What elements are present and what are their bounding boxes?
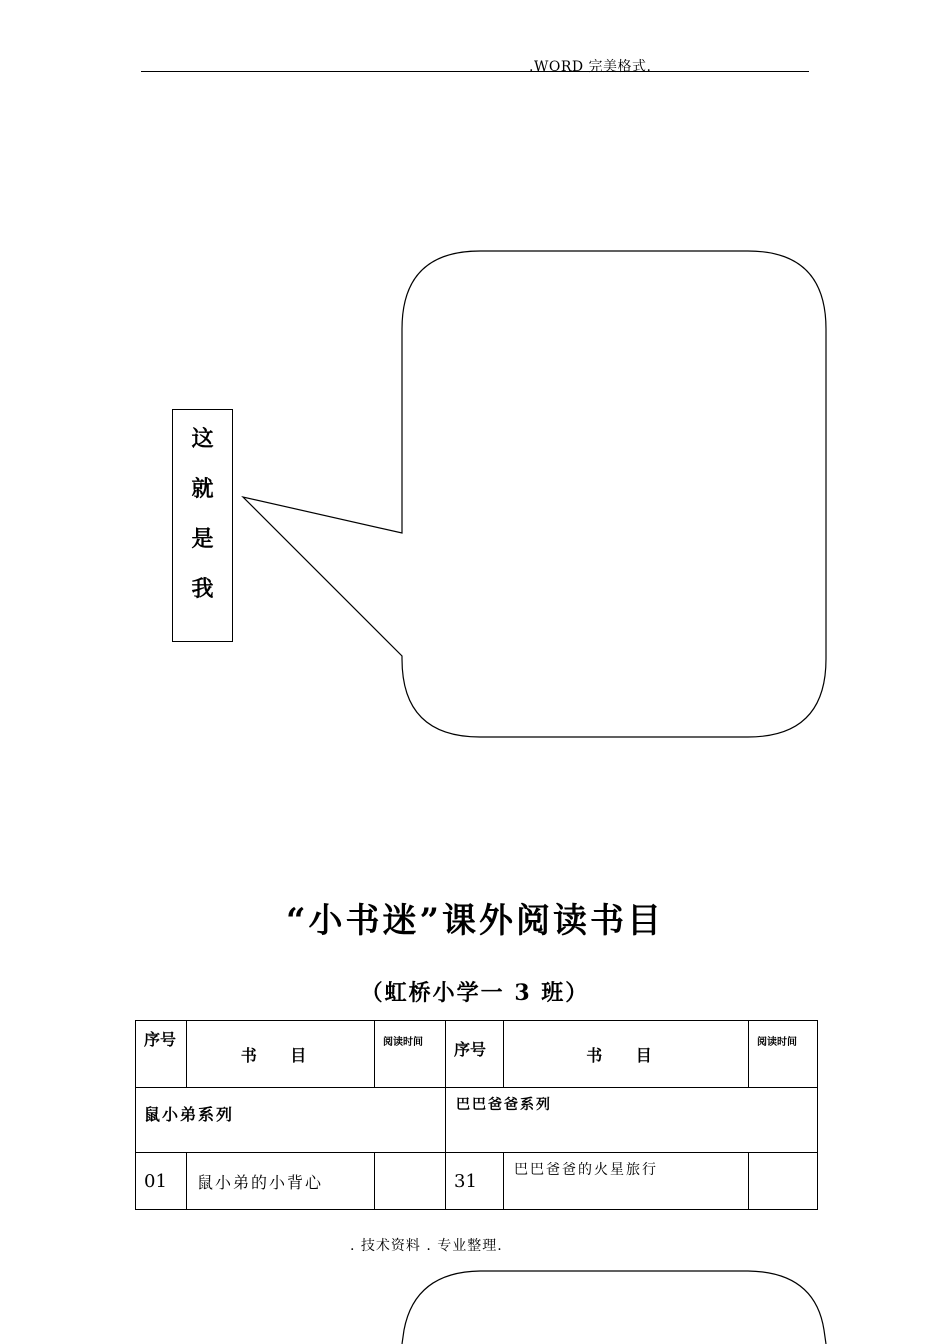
label-char-1: 这 xyxy=(191,427,214,452)
reading-time-right xyxy=(749,1153,818,1210)
table-row xyxy=(136,1153,818,1210)
series-right: 巴巴爸爸系列 xyxy=(446,1088,818,1153)
label-char-4: 我 xyxy=(191,577,214,602)
col-header-title-left: 书 目 xyxy=(187,1021,375,1088)
page-subtitle: （虹桥小学一 3 班） xyxy=(360,980,590,1006)
col-header-title-right: 书 目 xyxy=(504,1021,749,1088)
this-is-me-label xyxy=(172,409,233,642)
label-char-2: 就 xyxy=(191,477,214,502)
header-text: .WORD 完美格式. xyxy=(529,59,652,75)
speech-bubble-1 xyxy=(243,251,826,737)
reading-list-table xyxy=(135,1020,818,1210)
col-header-time-right: 阅读时间 xyxy=(749,1021,818,1088)
book-number-right: 31 xyxy=(446,1153,504,1210)
page-footer: . 技术资料 . 专业整理. xyxy=(350,1238,503,1254)
book-number-left: 01 xyxy=(136,1153,187,1210)
table-row xyxy=(136,1088,818,1153)
col-header-time-left: 阅读时间 xyxy=(375,1021,446,1088)
page-title: “小书迷”课外阅读书目 xyxy=(285,901,665,941)
reading-time-left xyxy=(375,1153,446,1210)
speech-bubble-2 xyxy=(402,1271,826,1344)
table-header-row xyxy=(136,1021,818,1088)
book-title-left: 鼠小弟的小背心 xyxy=(187,1153,375,1210)
series-left: 鼠小弟系列 xyxy=(136,1088,446,1153)
col-header-seq-right: 序号 xyxy=(446,1021,504,1088)
col-header-seq-left: 序号 xyxy=(136,1021,187,1088)
book-title-right: 巴巴爸爸的火星旅行 xyxy=(504,1153,749,1210)
label-char-3: 是 xyxy=(191,527,214,552)
